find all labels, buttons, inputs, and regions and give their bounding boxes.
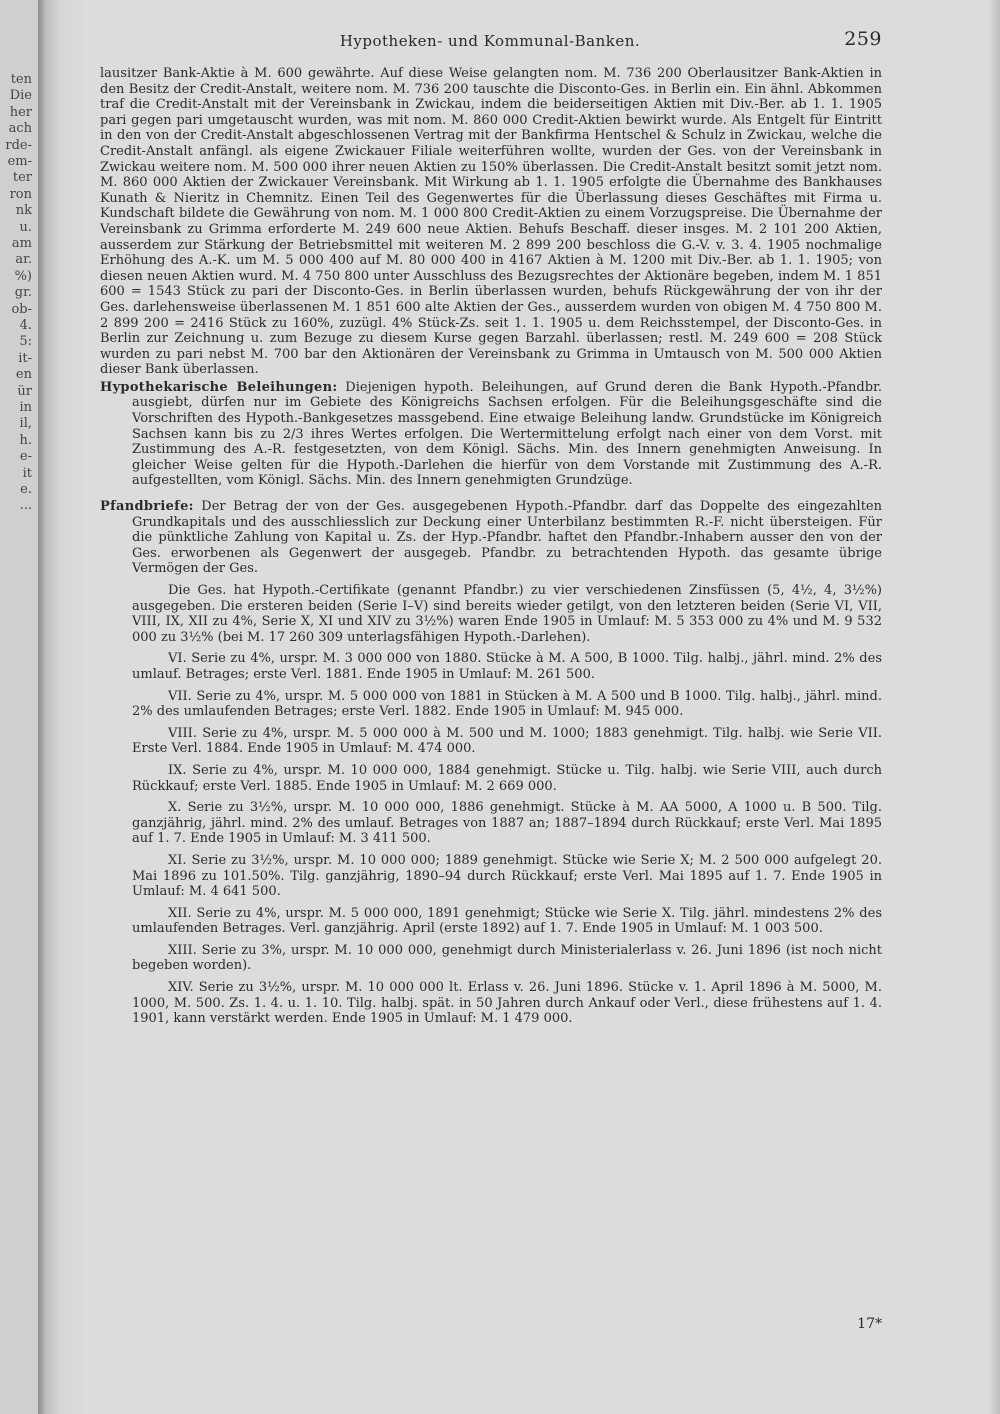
- margin-fragment: nk: [15, 203, 32, 219]
- margin-fragment: gr.: [14, 285, 32, 301]
- previous-page-margin: [0, 0, 39, 1414]
- margin-fragment: u.: [19, 219, 32, 235]
- margin-fragment: ob-: [11, 301, 32, 317]
- series-entry: VI. Serie zu 4%, urspr. M. 3 000 000 von 1880. Stücke à M. A 500, B 1000. Tilg. halbj., jährl. mind. 2% des umlauf. Betrages; erste Verl. 1881. Ende 1905 in Umlauf: M. 261 500.: [132, 651, 882, 682]
- margin-fragment: en: [15, 367, 32, 383]
- margin-fragment: it-: [18, 350, 32, 366]
- margin-fragment: h.: [19, 432, 32, 448]
- margin-fragment: am: [11, 236, 32, 251]
- margin-fragment: ach: [8, 121, 32, 137]
- running-title: Hypotheken- und Kommunal-Banken.: [339, 32, 641, 50]
- margin-fragment: ...: [19, 498, 32, 514]
- margin-fragment: ter: [12, 170, 32, 186]
- margin-fragment: it: [22, 465, 32, 481]
- margin-fragment: em-: [7, 154, 32, 169]
- section-text: Diejenigen hypoth. Beleihungen, auf Grund deren die Bank Hypoth.-Pfandbr. ausgiebt, dürfen nur im Gebiete des Königreichs Sachsen erfolgen. Für die Beleihungsgeschäfte sind die Vorschriften des Hypoth.-Bankgesetzes massgebend. Eine etwaige Beleihung landw. Grundstücke im Königreich Sachsen kann bis zu 2/3 ihres Wertes erfolgen. Die Wertermittelung erfolgt nach einer von dem Vorst. mit Zustimmung des A.-R. festgesetzten, von dem Königl. Sächs. Min. des Innern genehmigten Anweisung. In gleicher Weise gelten für die Hypoth.-Darlehen die hierfür von dem Vorstande mit Zustimmung des A.-R. aufgestellten, vom Königl. Sächs. Min. des Innern genehmigten Grundzüge.: [132, 379, 882, 489]
- section-heading: Pfandbriefe:: [100, 499, 194, 515]
- series-entry: IX. Serie zu 4%, urspr. M. 10 000 000, 1884 genehmigt. Stücke u. Tilg. halbj. wie Serie VIII, auch durch Rückkauf; erste Verl. 1885. Ende 1905 in Umlauf: M. 2 669 000.: [132, 762, 882, 794]
- signature-mark: 17*: [857, 1316, 882, 1332]
- series-list: [132, 651, 882, 1026]
- section-pfandbriefe: [100, 499, 882, 577]
- margin-fragment: e-: [19, 449, 32, 465]
- section-heading: Hypothekarische Beleihungen:: [100, 379, 338, 395]
- margin-fragment: in: [19, 400, 32, 415]
- section-text: Der Betrag der von der Ges. ausgegebenen Hypoth.-Pfandbr. darf das Doppelte des eingezahlten Grundkapitals und des ausschliesslich zur Deckung einer Unterbilanz bestimmten R.-F. nicht übersteigen. Für die pünktliche Zahlung von Kapital u. Zs. der Hyp.-Pfandbr. haftet den Pfandbr.-Inhabern ausser den von der Ges. erworbenen als Gegenwert der ausgegeb. Pfandbr. zu betrachtenden Hypoth. das gesamte übrige Vermögen der Ges.: [132, 499, 882, 577]
- margin-fragment: ür: [17, 383, 32, 399]
- margin-fragment: 5:: [19, 334, 32, 350]
- page-body: [100, 24, 882, 1384]
- margin-fragment: 4.: [19, 318, 32, 333]
- series-entry: XIV. Serie zu 3½%, urspr. M. 10 000 000 lt. Erlass v. 26. Juni 1896. Stücke v. 1. April 1896 à M. 5000, M. 1000, M. 500. Zs. 1. 4. u. 1. 10. Tilg. halbj. spät. in 50 Jahren durch Ankauf oder Verl., diese frühestens auf 1. 4. 1901, kann verstärkt werden. Ende 1905 in Umlauf: M. 1 479 000.: [132, 980, 882, 1027]
- series-entry: XI. Serie zu 3½%, urspr. M. 10 000 000; 1889 genehmigt. Stücke wie Serie X; M. 2 500 000 aufgelegt 20. Mai 1896 zu 101.50%. Tilg. ganzjährig, 1890–94 durch Rückkauf; erste Verl. Mai 1895 auf 1. 7. Ende 1905 in Umlauf: M. 4 641 500.: [132, 852, 882, 900]
- margin-fragment: %): [14, 268, 32, 284]
- page-number: 259: [844, 28, 882, 50]
- margin-fragment: ten: [10, 72, 32, 87]
- page-header: [100, 24, 882, 64]
- book-gutter: [38, 0, 88, 1414]
- margin-fragment: her: [9, 104, 32, 120]
- series-entry: VII. Serie zu 4%, urspr. M. 5 000 000 von 1881 in Stücken à M. A 500 und B 1000. Tilg. halbj., jährl. mind. 2% des umlaufenden Betrages; erste Verl. 1882. Ende 1905 in Umlauf: M. 945 000.: [132, 688, 882, 720]
- margin-fragment: e.: [20, 482, 32, 497]
- margin-fragment: rde-: [5, 137, 32, 153]
- margin-fragment: il,: [19, 416, 32, 432]
- margin-fragment: ar.: [15, 252, 32, 268]
- section-hypothekarische-beleihungen: [100, 380, 882, 489]
- certificates-paragraph: Die Ges. hat Hypoth.-Certifikate (genannt Pfandbr.) zu vier verschiedenen Zinsfüssen (5, 4½, 4, 3½%) ausgegeben. Die ersteren beiden (Serie I–V) sind bereits wieder getilgt, von den letzteren beiden (Serie VI, VII, VIII, IX, XII zu 4%, Serie X, XI und XIV zu 3½%) waren Ende 1905 in Umlauf: M. 5 353 000 zu 4% und M. 9 532 000 zu 3½% (bei M. 17 260 309 unterlagsfähigen Hypoth.-Darlehen).: [132, 583, 882, 645]
- page-edge: [986, 0, 1000, 1414]
- series-entry: XII. Serie zu 4%, urspr. M. 5 000 000, 1891 genehmigt; Stücke wie Serie X. Tilg. jährl. mindestens 2% des umlaufenden Betrages. Verl. ganzjährig. April (erste 1892) auf 1. 7. Ende 1905 in Umlauf: M. 1 003 500.: [132, 905, 882, 937]
- margin-fragment: Die: [9, 88, 32, 104]
- series-entry: XIII. Serie zu 3%, urspr. M. 10 000 000, genehmigt durch Ministerialerlass v. 26. Juni 1896 (ist noch nicht begeben worden).: [132, 942, 882, 974]
- series-entry: VIII. Serie zu 4%, urspr. M. 5 000 000 à M. 500 und M. 1000; 1883 genehmigt. Tilg. halbj. wie Serie VII. Erste Verl. 1884. Ende 1905 in Umlauf: M. 474 000.: [132, 725, 882, 757]
- pfandbriefe-details: [100, 583, 882, 1027]
- series-entry: X. Serie zu 3½%, urspr. M. 10 000 000, 1886 genehmigt. Stücke à M. AA 5000, A 1000 u. B 500. Tilg. ganzjährig, jährl. mind. 2% des umlauf. Betrages von 1887 an; 1887–1894 durch Rückkauf; erste Verl. Mai 1895 auf 1. 7. Ende 1905 in Umlauf: M. 3 411 500.: [132, 800, 882, 847]
- margin-fragment: ron: [9, 186, 32, 202]
- intro-paragraph: lausitzer Bank-Aktie à M. 600 gewährte. Auf diese Weise gelangten nom. M. 736 200 Oberlausitzer Bank-Aktien in den Besitz der Credit-Anstalt, weitere nom. M. 736 200 tauschte die Disconto-Ges. in Berlin ein. Ein ähnl. Abkommen traf die Credit-Anstalt mit der Vereinsbank in Zwickau, indem die beiderseitigen Aktien mit Div.-Ber. ab 1. 1. 1905 pari gegen pari umgetauscht wurden, was mit nom. M. 860 000 Credit-Aktien bewirkt wurde. Als Entgelt für Eintritt in den von der Credit-Anstalt abgeschlossenen Vertrag mit der Bankfirma Hentschel & Schulz in Zwickau, welche die Credit-Anstalt anfängl. als eigene Zwickauer Filiale weiterführen wollte, wurden der Ges. von der Vereinsbank in Zwickau weitere nom. M. 500 000 ihrer neuen Aktien zu 150% überlassen. Die Credit-Anstalt besitzt somit jetzt nom. M. 860 000 Aktien der Zwickauer Vereinsbank. Mit Wirkung ab 1. 1. 1905 erfolgte die Übernahme des Bankhauses Kunath & Nieritz in Chemnitz. Einen Teil des Gegenwertes für die Überlassung dieses Geschäftes mit Firma u. Kundschaft bildete die Gewährung von nom. M. 1 000 800 Credit-Aktien zu einem Vorzugspreise. Die Übernahme der Vereinsbank zu Grimma erforderte M. 249 600 neue Aktien. Behufs Beschaff. dieser insges. M. 2 101 200 Aktien, ausserdem zur Stärkung der Betriebsmittel mit weiteren M. 2 899 200 beschloss die G.-V. v. 3. 4. 1905 nochmalige Erhöhung des A.-K. um M. 5 000 400 auf M. 80 000 400 in 4167 Aktien à M. 1200 mit Div.-Ber. ab 1. 1. 1905; von diesen neuen Aktien wurd. M. 4 750 800 unter Ausschluss des Bezugsrechtes der Aktionäre begeben, indem M. 1 851 600 = 1543 Stück zu pari der Disconto-Ges. in Berlin überlassen wurden, behufs Rückgewährung der von ihr der Ges. darlehensweise überlassenen M. 1 851 600 alte Aktien der Ges., ausserdem wurden von obigen M. 4 750 800 M. 2 899 200 = 2416 Stück zu 160%, zuzügl. 4% Stück-Zs. seit 1. 1. 1905 u. dem Reichsstempel, der Disconto-Ges. in Berlin zur Zeichnung u. zum Bezuge zu diesem Kurse gegen Barzahl. überlassen; restl. M. 249 600 = 208 Stück wurden zu pari nebst M. 700 bar den Aktionären der Vereinsbank zu Grimma in Umtausch von M. 500 000 Aktien dieser Bank überlassen.: [100, 66, 882, 378]
